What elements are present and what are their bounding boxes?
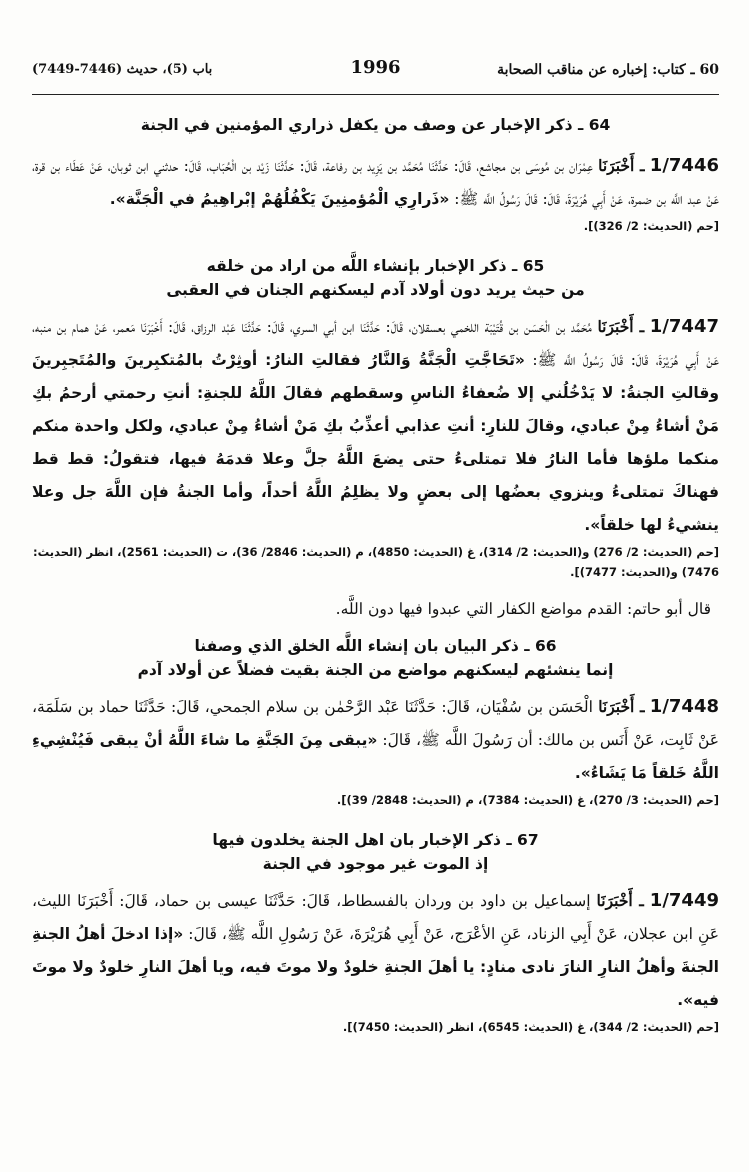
hadith-number: 1/7448 (649, 696, 719, 717)
hadith-matn: «إذا ادخلَ أهلُ الجنةِ الجنةَ وأهلُ النارِ النارَ نادى منادٍ: يا أهلَ الجنةِ خلودٌ ولا موتَ فيه، ويا أهلَ النارِ خلودٌ ولا موتَ فيه». (32, 925, 719, 1009)
hadith-opening: ـ أَخْبَرَنَا (598, 156, 645, 175)
hadith-matn: «يبقى مِنَ الجَنَّةِ ما شاءَ اللَّهُ أنْ يبقى فَيُنْشِيءِ اللَّهُ خَلقاً مَا يَشَاءُ». (32, 731, 719, 782)
page-number: 1996 (350, 57, 401, 78)
page-header (32, 56, 719, 95)
section-title: 64 ـ ذكر الإخبار عن وصف من يكفل ذراري المؤمنين في الجنة (140, 116, 611, 134)
section-66 (32, 634, 719, 810)
hadith-references: [حم (الحديث: 2/ 276) و(الحديث: 2/ 314)، غ (الحديث: 4850)، م (الحديث: 2846/ 36)، ت (الحديث: 2561)، انظر (الحديث: 7476) و(الحديث: 7477)]. (32, 545, 719, 579)
hadith-isnad: مُحَمَّد بن الْحَسَن بن قُتَيْبَة اللخمي بعسقلان، قَالَ: حَدَّثَنَا ابن أبي السري، قَالَ: حَدَّثَنَا عَبْد الرزاق، قَالَ: أَخْبَرَنَا مَعمر، عَنْ همام بن منبه، عَنْ أَبِي هُرَيْرَةَ، قَالَ: قَالَ رَسُولُ اللَّه ﷺ: (32, 318, 719, 369)
hadith-7447 (32, 310, 719, 542)
hadith-references: [حم (الحديث: 3/ 270)، غ (الحديث: 7384)، م (الحديث: 2848/ 39)]. (336, 793, 719, 807)
hadith-isnad: عِمْرَان بن مُوسَى بن مجاشع، قَالَ: حَدَّثَنَا مُحَمَّد بن يَزِيد بن رفاعة، قَالَ: حَدَّثَنَا زَيْد بن الْحُبَاب، قَالَ: حدثني ابن ثوبان، عَنْ عَطَاء بن قرة، عَنْ عبد اللَّه بن ضمرة، عَنْ أَبِي هُرَيْرَةَ، قَالَ: قَالَ رَسُولُ اللَّه ﷺ: (32, 157, 719, 208)
hadith-matn: «ذَرارِي الْمُؤمنِينَ يَكْفُلُهُمْ إبْراهِيمُ في الْجَنَّة». (109, 190, 450, 208)
section-title-line-2: إذ الموت غير موجود في الجنة (262, 855, 489, 873)
hadith-number: 1/7446 (649, 155, 719, 176)
header-hadith-range: باب (5)، حديث (7446-7449) (32, 62, 213, 77)
hadith-matn: «تَحَاجَّتِ الْجَنَّةُ وَالنَّارُ فقالتِ النارُ: أوثِرْتُ بالمُتكبِرينَ والمُتَجبِرينَ وقالتِ الجنةُ: لا يَدْخُلُني إلا ضُعفاءُ الناسِ وسقطهم فقالَ اللَّهُ للجنةِ: أنتِ رحمتي أرحمُ بكِ مَنْ أشاءُ مِنْ عبادي، وقالَ للنارِ: أنتِ عذابي أعذِّبُ بكِ مَنْ أشاءُ مِنْ عبادي، ولكل واحدة منكم منكما ملؤها فأما النارُ فلا تمتلىءُ حتى يضعَ اللَّهُ جلَّ وعلا قدمَهُ فيها، فتقولُ: قط قط فهناكَ تمتلىءُ وينزوي بعضُها إلى بعضٍ ولا يظلِمُ اللَّهُ أحداً، وأما الجنةُ فإن اللَّهَ جل وعلا ينشيءُ لها خلقاً». (32, 351, 719, 534)
hadith-isnad: إسماعيل بن داود بن وردان بالفسطاط، قَالَ: حَدَّثَنَا عيسى بن حماد، قَالَ: أَخْبَرَنَا الليث، عَنِ ابن عجلان، عَنْ أَبِي الزناد، عَنِ الأعْرَج، عَنْ أَبِي هُرَيْرَةَ، عَنْ رَسُولِ اللَّه ﷺ، قَالَ: (32, 892, 719, 943)
hadith-7448 (32, 690, 719, 790)
header-chapter: 60 ـ كتاب: إخباره عن مناقب الصحابة (497, 62, 719, 78)
hadith-opening: ـ أَخْبَرَنَا (597, 317, 645, 336)
hadith-references: [حم (الحديث: 2/ 344)، غ (الحديث: 6545)، انظر (الحديث: 7450)]. (342, 1020, 719, 1034)
section-title-line-2: من حيث يريد دون أولاد آدم ليسكنهم الجنان في العقبى (166, 281, 585, 299)
section-67 (32, 828, 719, 1037)
section-title-line-1: 65 ـ ذكر الإخبار بإنشاء اللَّه من اراد من خلقه (206, 257, 545, 275)
hadith-opening: ـ أَخْبَرَنَا (598, 697, 645, 716)
hadith-7446 (32, 149, 719, 216)
section-65 (32, 254, 719, 624)
hadith-number: 1/7447 (649, 316, 719, 337)
section-title-line-1: 67 ـ ذكر الإخبار بان اهل الجنة يخلدون فيها (212, 831, 539, 849)
section-64 (32, 113, 719, 236)
hadith-isnad: الْحَسَن بن سُفْيَان، قَالَ: حَدَّثَنَا عَبْد الرَّحْمٰن بن سلام الجمحي، قَالَ: حَدَّثَنَا حماد بن سَلَمَة، عَنْ ثَابِت، عَنْ أَنَس بن مالك: أن رَسُولَ اللَّه ﷺ، قَالَ: (32, 698, 719, 749)
hadith-7449 (32, 884, 719, 1017)
hadith-references: [حم (الحديث: 2/ 326)]. (583, 219, 719, 233)
section-title-line-1: 66 ـ ذكر البيان بان إنشاء اللَّه الخلق الذي وصفنا (194, 637, 557, 655)
document-page (0, 56, 749, 1172)
hadith-opening: ـ أَخْبَرَنَا (596, 891, 644, 910)
section-title-line-2: إنما ينشئهم ليسكنهم مواضع من الجنة بقيت فضلاً عن أولاد آدم (137, 661, 614, 679)
hadith-number: 1/7449 (649, 890, 719, 911)
abu-hatim-comment: قال أبو حاتم: القدم مواضع الكفار التي عبدوا فيها دون اللَّه. (335, 600, 711, 618)
